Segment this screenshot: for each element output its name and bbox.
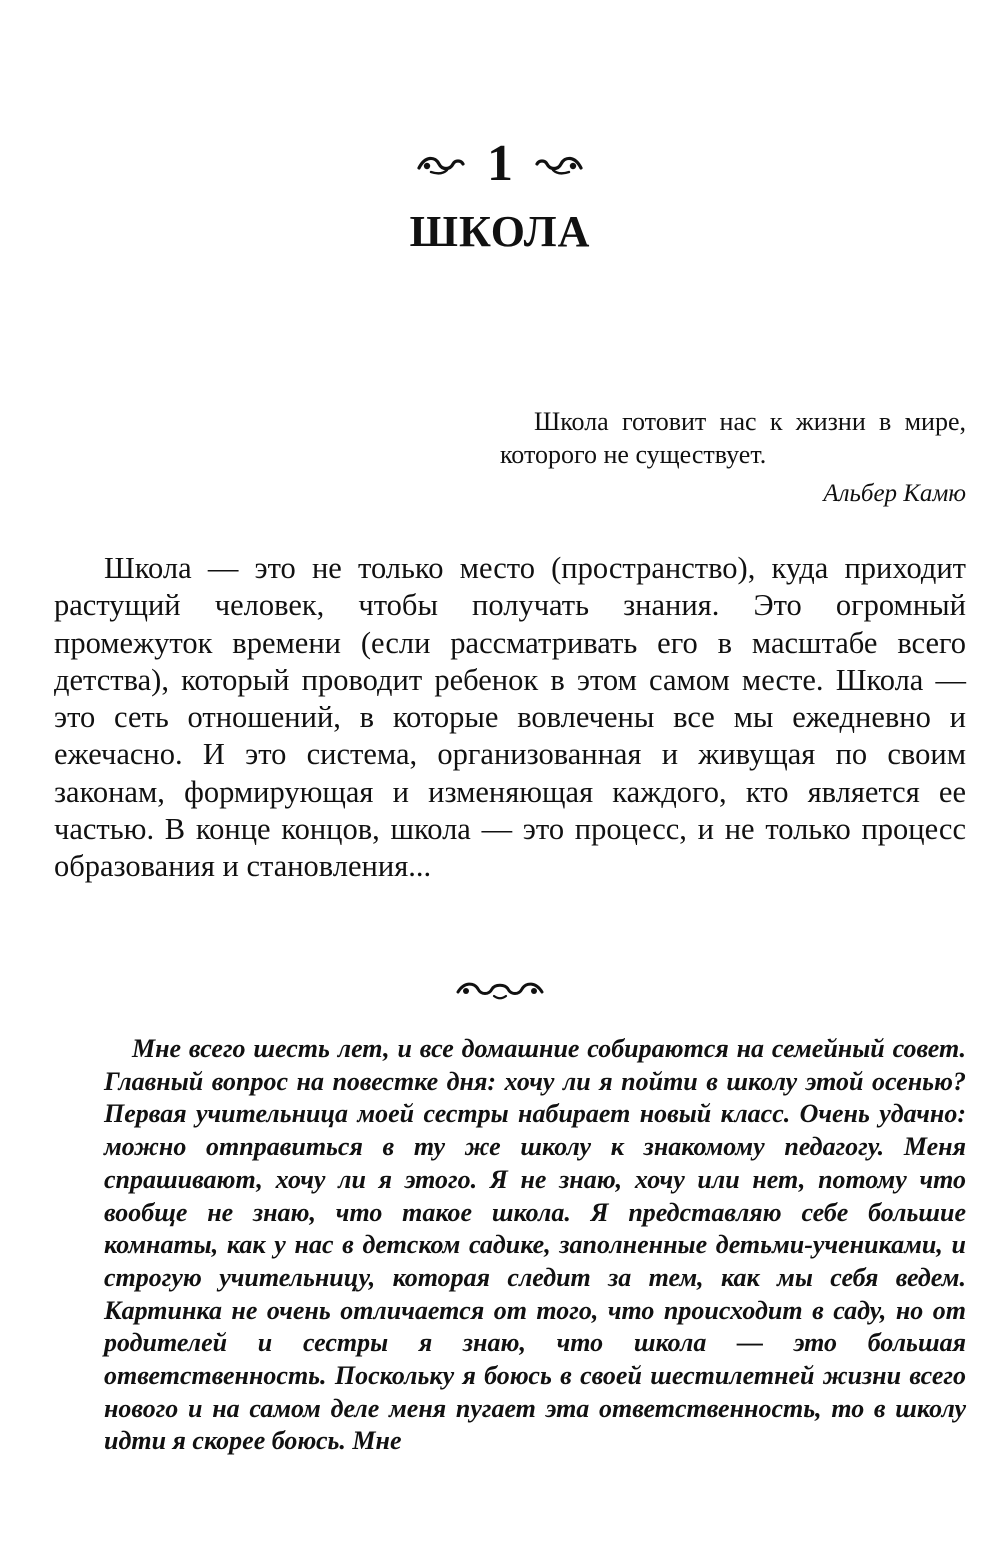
chapter-heading — [0, 135, 1000, 192]
flourish-separator-icon — [454, 976, 546, 1007]
body-paragraph: Школа — это не только место (пространство), куда приходит растущий человек, чтобы получать знания. Это огромный промежуток времени (если рассматривать его в масштабе всего детства), который проводит ребенок в этом самом месте. Школа — это сеть отношений, в которые вовлечены все мы ежедневно и ежечасно. И это система, организованная и живущая по своим законам, формирующая и изменяющая каждого, кто является ее частью. В конце концов, школа — это процесс, и не только процесс образования и становления... — [54, 551, 966, 884]
section-separator — [0, 976, 1000, 1007]
epigraph-author: Альбер Камю — [823, 480, 966, 507]
chapter-number: 1 — [487, 135, 513, 192]
epigraph — [500, 405, 966, 510]
flourish-left-icon — [417, 152, 465, 176]
memoir-passage: Мне всего шесть лет, и все домашние собираются на семейный совет. Главный вопрос на повестке дня: хочу ли я пойти в школу этой осенью? Первая учительница моей сестры набирает новый класс. Очень удачно: можно отправиться в ту же школу к знакомому педагогу. Меня спрашивают, хочу ли я этого. Я не знаю, хочу или нет, потому что вообще не знаю, что такое школа. Я представляю себе большие комнаты, как у нас в детском садике, заполненные детьми-учениками, и строгую учительницу, которая следит за тем, как мы себя ведем. Картинка не очень отличается от того, что происходит в саду, но от родителей и сестры я знаю, что школа — это большая ответственность. Поскольку я боюсь в своей шестилетней жизни всего нового и на самом деле меня пугает эта ответственность, то в школу идти я скорее боюсь. Мне — [104, 1034, 966, 1456]
epigraph-text: Школа готовит нас к жизни в мире, которого не существует. — [500, 407, 966, 469]
flourish-right-icon — [535, 152, 583, 176]
chapter-title: ШКОЛА — [409, 207, 591, 256]
